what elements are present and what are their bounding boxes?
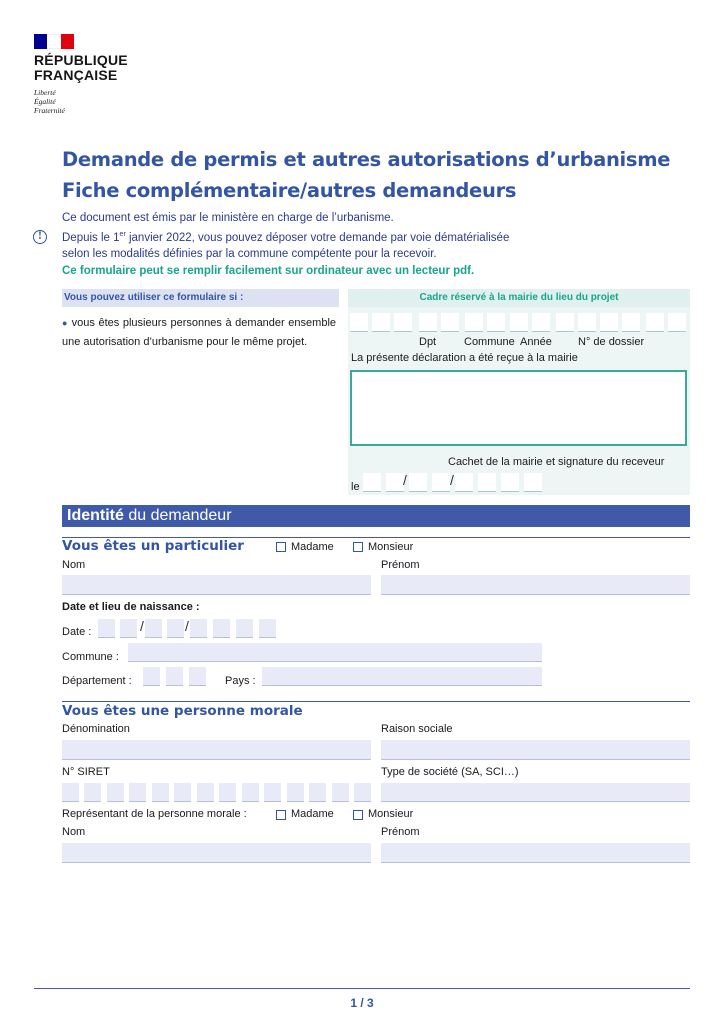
- representant-label: Représentant de la personne morale :: [62, 808, 247, 820]
- nom-input[interactable]: [62, 575, 371, 595]
- birth-heading: Date et lieu de naissance :: [62, 601, 200, 613]
- prenom-input[interactable]: [381, 575, 690, 595]
- annee-label: Année: [520, 336, 552, 348]
- mairie-heading: Cadre réservé à la mairie du lieu du projet: [348, 289, 690, 307]
- page-subtitle: Fiche complémentaire/autres demandeurs: [62, 179, 517, 202]
- usage-text: ● vous êtes plusieurs personnes à demander ensemble une autorisation d’urbanisme pour le même projet.: [62, 317, 337, 348]
- cachet-label: Cachet de la mairie et signature du receveur: [448, 456, 665, 468]
- intro-line-1: Ce document est émis par le ministère en charge de l’urbanisme.: [62, 212, 394, 224]
- info-icon: !: [33, 230, 47, 244]
- monsieur-label: Monsieur: [368, 541, 414, 553]
- madame-checkbox[interactable]: [276, 542, 286, 552]
- footer-divider: [34, 988, 690, 989]
- type-label: Type de société (SA, SCI…): [381, 766, 519, 778]
- rep-madame-checkbox[interactable]: [276, 810, 286, 820]
- raison-input[interactable]: [381, 740, 690, 760]
- raison-label: Raison sociale: [381, 723, 453, 735]
- intro-line-2: Depuis le 1er janvier 2022, vous pouvez déposer votre demande par voie dématérialisée: [62, 231, 510, 244]
- received-label: La présente déclaration a été reçue à la mairie: [351, 352, 578, 364]
- intro-line-3: selon les modalités définies par la commune compétente pour la recevoir.: [62, 248, 437, 260]
- rep-nom-input[interactable]: [62, 843, 371, 863]
- pays-input[interactable]: [262, 667, 542, 686]
- commune-label: Commune: [464, 336, 515, 348]
- siret-label: N° SIRET: [62, 766, 110, 778]
- rep-nom-label: Nom: [62, 826, 86, 838]
- nom-label: Nom: [62, 559, 86, 571]
- republic-motto: Liberté Égalité Fraternité: [34, 88, 65, 115]
- date-label: Date :: [62, 626, 92, 638]
- rep-monsieur-label: Monsieur: [368, 808, 414, 820]
- page-number: 1 / 3: [350, 996, 374, 1010]
- particulier-heading: Vous êtes un particulier: [62, 538, 244, 554]
- page-title: Demande de permis et autres autorisations d’urbanisme: [62, 148, 671, 171]
- denomination-input[interactable]: [62, 740, 371, 760]
- prenom-label: Prénom: [381, 559, 420, 571]
- rep-prenom-input[interactable]: [381, 843, 690, 863]
- intro-pdf-note: Ce formulaire peut se remplir facilement sur ordinateur avec un lecteur pdf.: [62, 265, 475, 277]
- commune-birth-input[interactable]: [128, 643, 542, 662]
- dpt-label: Dpt: [419, 336, 437, 348]
- commune-birth-label: Commune :: [62, 651, 119, 663]
- morale-heading: Vous êtes une personne morale: [62, 703, 303, 719]
- republic-name: RÉPUBLIQUE FRANÇAISE: [34, 52, 128, 83]
- rep-prenom-label: Prénom: [381, 826, 420, 838]
- denomination-label: Dénomination: [62, 723, 130, 735]
- madame-label: Madame: [291, 541, 334, 553]
- dossier-label: N° de dossier: [578, 336, 645, 348]
- departement-label: Département :: [62, 675, 132, 687]
- rep-monsieur-checkbox[interactable]: [353, 810, 363, 820]
- type-input[interactable]: [381, 783, 690, 802]
- le-label: le: [351, 481, 360, 493]
- monsieur-checkbox[interactable]: [353, 542, 363, 552]
- usage-heading: Vous pouvez utiliser ce formulaire si :: [62, 289, 339, 307]
- republic-flag-logo: [34, 34, 74, 49]
- bullet-icon: ●: [62, 318, 68, 328]
- identity-section-header: Identité du demandeur: [62, 505, 690, 527]
- received-box[interactable]: [350, 370, 687, 446]
- pays-label: Pays :: [225, 675, 256, 687]
- rep-madame-label: Madame: [291, 808, 334, 820]
